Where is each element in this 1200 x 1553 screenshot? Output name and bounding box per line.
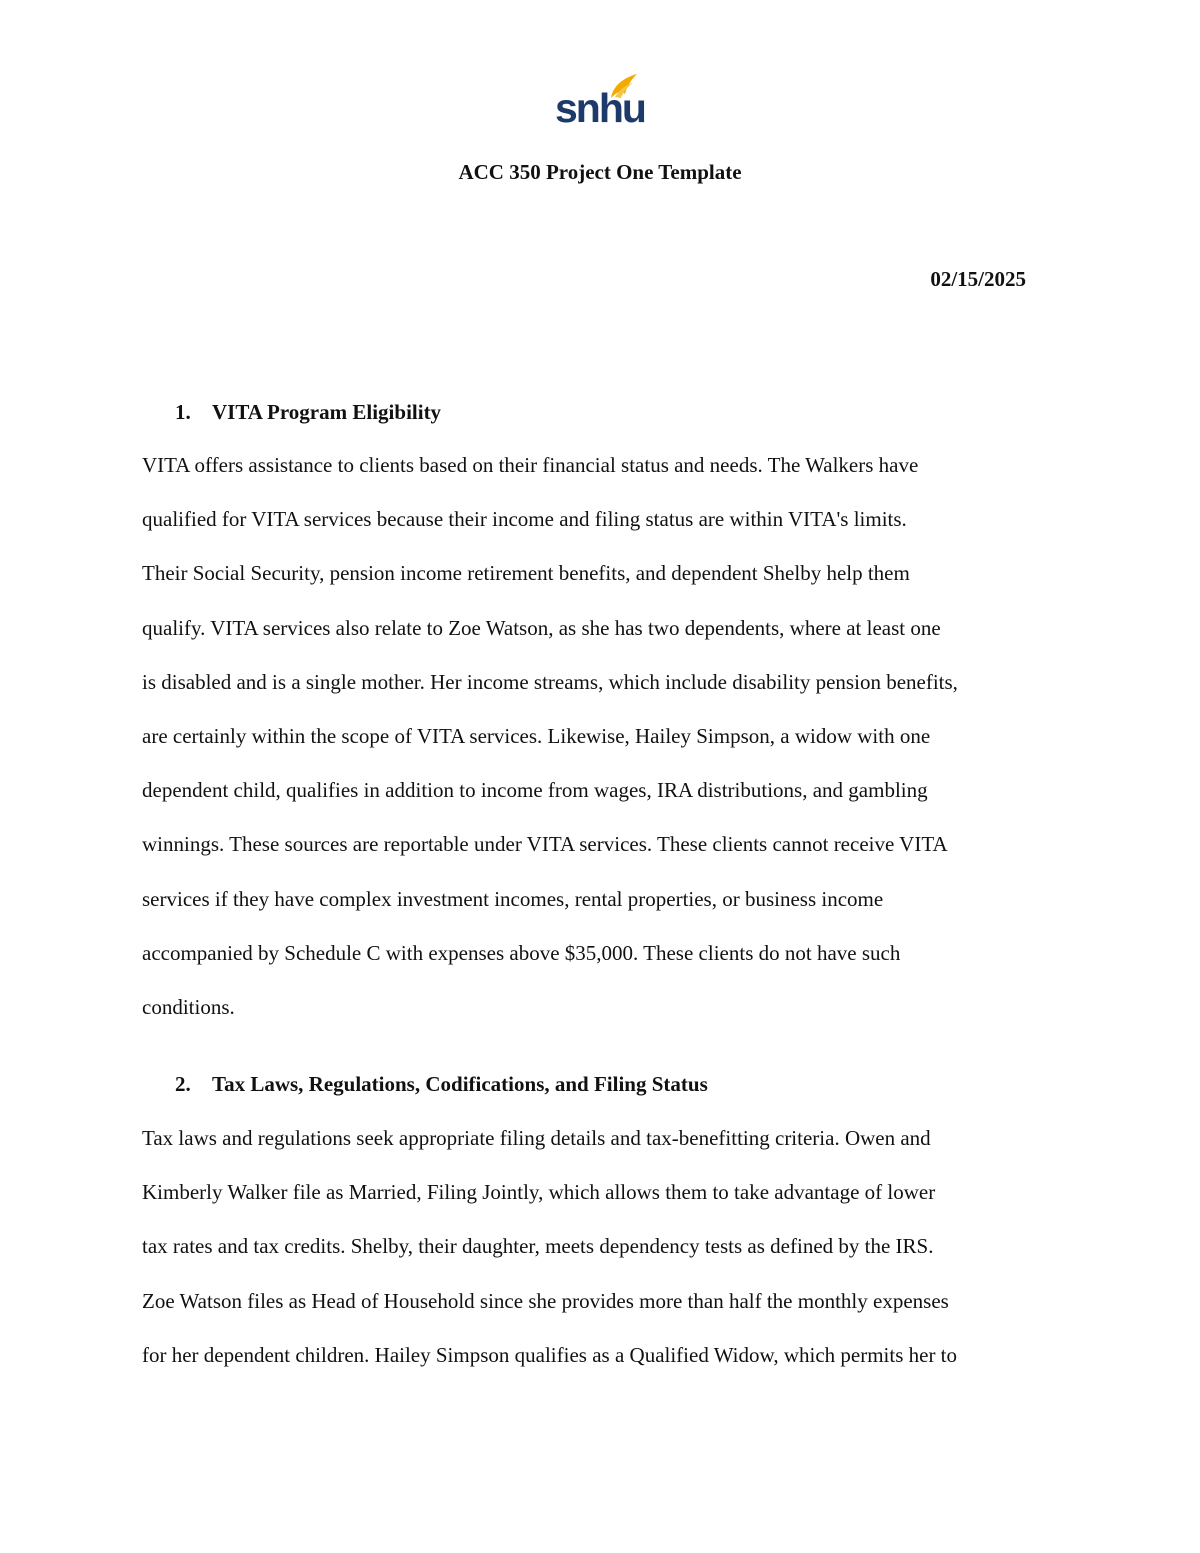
- section-body-vita-eligibility: [142, 438, 1067, 1034]
- document-title: ACC 350 Project One Template: [458, 160, 742, 184]
- paragraph-line: conditions.: [142, 995, 235, 1020]
- snhu-logo: [555, 72, 645, 134]
- section-body-tax-laws: [142, 1111, 1067, 1382]
- paragraph-line: accompanied by Schedule C with expenses above $35,000. These clients do not have such: [142, 940, 901, 965]
- section-heading-vita-eligibility: [175, 397, 441, 427]
- section-title: VITA Program Eligibility: [212, 400, 442, 424]
- paragraph-line: qualified for VITA services because their income and filing status are within VITA's limits.: [142, 507, 907, 532]
- paragraph-line: are certainly within the scope of VITA services. Likewise, Hailey Simpson, a widow with one: [142, 724, 931, 749]
- paragraph-line: Zoe Watson files as Head of Household since she provides more than half the monthly expenses: [142, 1288, 949, 1313]
- paragraph-line: services if they have complex investment incomes, rental properties, or business income: [142, 886, 884, 911]
- paragraph-line: dependent child, qualifies in addition to income from wages, IRA distributions, and gambling: [142, 778, 928, 803]
- paragraph-line: Kimberly Walker file as Married, Filing Jointly, which allows them to take advantage of lower: [142, 1180, 936, 1205]
- paragraph-line: tax rates and tax credits. Shelby, their daughter, meets dependency tests as defined by the IRS.: [142, 1234, 934, 1259]
- document-date: 02/15/2025: [930, 267, 1026, 291]
- paragraph-line: Their Social Security, pension income retirement benefits, and dependent Shelby help them: [142, 561, 910, 586]
- paragraph-line: for her dependent children. Hailey Simpson qualifies as a Qualified Widow, which permits her to: [142, 1342, 958, 1367]
- paragraph-line: VITA offers assistance to clients based on their financial status and needs. The Walkers have: [142, 453, 919, 477]
- section-number: 1.: [175, 400, 191, 424]
- section-number: 2.: [175, 1072, 191, 1096]
- logo-wordmark: snhu: [555, 85, 645, 131]
- paragraph-line: winnings. These sources are reportable under VITA services. These clients cannot receive VITA: [142, 832, 948, 857]
- section-title: Tax Laws, Regulations, Codifications, and Filing Status: [212, 1072, 708, 1096]
- paragraph-line: is disabled and is a single mother. Her income streams, which include disability pension benefits,: [142, 669, 958, 694]
- paragraph-line: qualify. VITA services also relate to Zoe Watson, as she has two dependents, where at least one: [142, 615, 941, 640]
- paragraph-line: Tax laws and regulations seek appropriate filing details and tax-benefitting criteria. Owen and: [142, 1126, 931, 1150]
- section-heading-tax-laws: [175, 1069, 708, 1099]
